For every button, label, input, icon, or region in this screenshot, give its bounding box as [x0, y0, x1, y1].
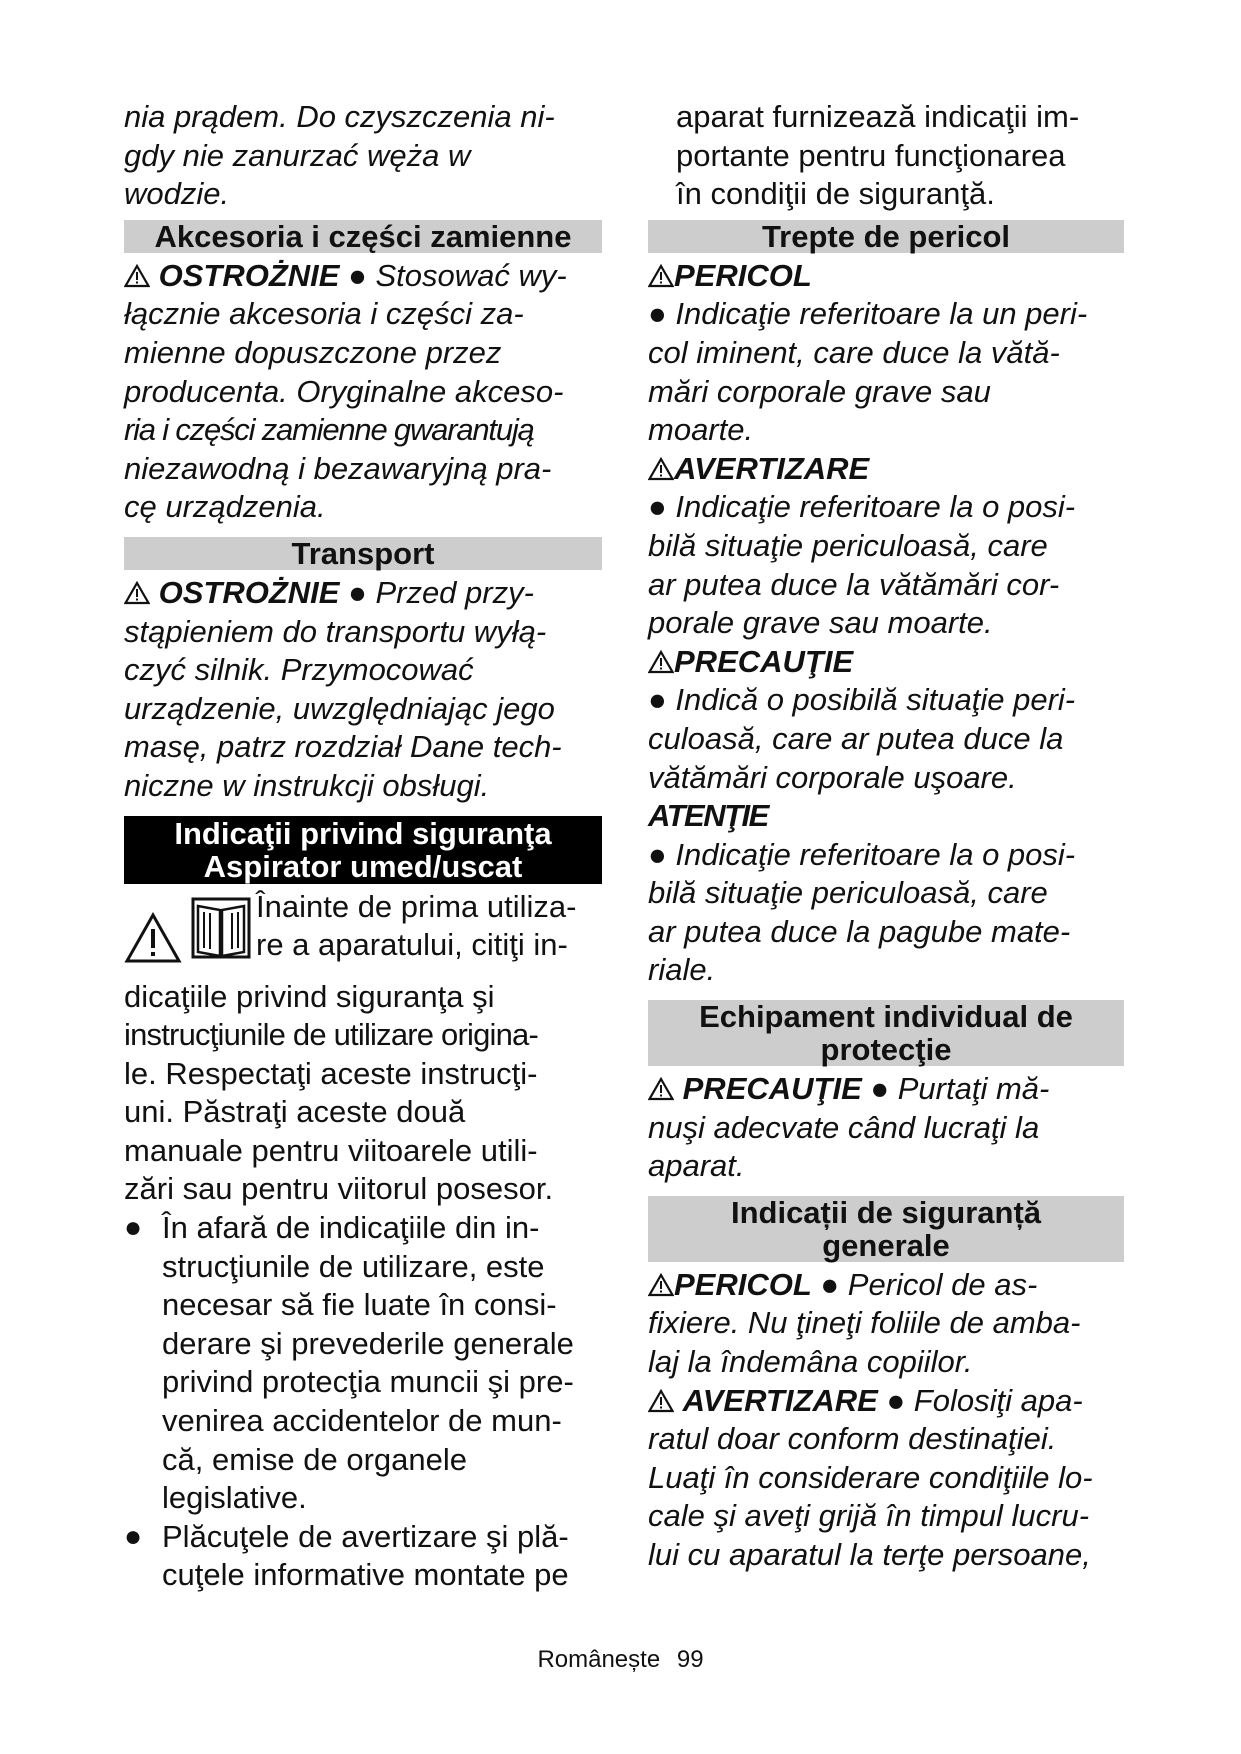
warning-triangle-icon — [648, 264, 674, 288]
ppe-title-line: Echipament individual de — [699, 999, 1073, 1035]
text-line: vătămări corporale uşoare. — [648, 759, 1017, 795]
text-line: laj la îndemâna copiilor. — [648, 1344, 973, 1380]
text-line: Folosiţi apa- — [905, 1382, 1083, 1418]
text-line: niczne w instrukcji obsługi. — [124, 767, 490, 803]
section-header-transport: Transport — [124, 537, 602, 570]
text-line: ar putea duce la vătămări cor- — [648, 566, 1060, 602]
list-item — [648, 295, 1124, 449]
text-line: că, emise de organele — [162, 1441, 468, 1477]
intro-line: în condiţii de siguranţă. — [676, 176, 995, 212]
text-line: porale grave sau moarte. — [648, 605, 993, 641]
text-line: moarte. — [648, 412, 754, 448]
notice-label: ATENŢIE — [648, 798, 768, 834]
bullet-dot: ● — [870, 1071, 890, 1107]
warning-triangle-icon — [648, 1273, 674, 1297]
text-line: instrucţiunile de utilizare origina- — [124, 1017, 539, 1053]
text-line: uni. Păstraţi aceste două — [124, 1094, 466, 1130]
text-line: Indică o posibilă situaţie peri- — [675, 682, 1076, 718]
section-header-ppe — [648, 1000, 1124, 1066]
page-number: 99 — [676, 1646, 704, 1673]
text-line: czyć silnik. Przymocować — [124, 652, 474, 688]
safety-title-line: Aspirator umed/uscat — [203, 848, 523, 884]
warning-triangle-icon — [648, 457, 674, 481]
safety-symbols — [124, 892, 256, 978]
text-line: Luaţi în considerare condiţiile lo- — [648, 1459, 1093, 1495]
safety-intro — [124, 888, 602, 1210]
text-line: fixiere. Nu ţineţi foliile de amba- — [648, 1305, 1081, 1341]
text-line: dicaţiile privind siguranţa şi — [124, 978, 495, 1014]
list-item — [648, 681, 1124, 797]
text-line: mări corporale grave sau — [648, 373, 991, 409]
caution-label: OSTROŻNIE — [158, 574, 340, 610]
caution-label: PRECAUŢIE — [674, 643, 854, 679]
caution-label: OSTROŻNIE — [158, 257, 340, 293]
text-line: cuţele informative montate pe — [162, 1557, 569, 1593]
list-item — [124, 1209, 602, 1518]
section-header-hazard-levels: Trepte de pericol — [648, 220, 1124, 253]
text-line: Înainte de prima utiliza- — [256, 888, 577, 924]
danger-label: PERICOL — [674, 257, 812, 293]
bullet-dot: ● — [348, 574, 367, 610]
text-line: culoasă, care ar putea duce la — [648, 720, 1064, 756]
text-line: stąpieniem do transportu wyłą- — [124, 613, 547, 649]
text-line: privind protecţia muncii şi pre- — [162, 1364, 574, 1400]
text-line: aparat. — [648, 1148, 745, 1184]
text-line: bilă situaţie periculoasă, care — [648, 875, 1048, 911]
text-line: derare şi prevederile generale — [162, 1325, 574, 1361]
warning-triangle-icon — [124, 912, 182, 964]
text-line: ria i części zamienne gwarantują — [124, 412, 534, 448]
section-header-safety — [124, 816, 602, 884]
section-header-general-safety — [648, 1196, 1124, 1262]
footer-language: Românește — [537, 1646, 661, 1673]
intro-line: nia prądem. Do czyszczenia ni- — [124, 99, 555, 134]
bullet-dot: ● — [886, 1382, 906, 1418]
list-item — [648, 836, 1124, 990]
warning-triangle-icon — [124, 264, 150, 288]
intro-line: gdy nie zanurzać węża w — [124, 137, 471, 173]
text-line: strucţiunile de utilizare, este — [162, 1248, 545, 1284]
intro-line: wodzie. — [124, 176, 230, 212]
general-title-line: Indicații de siguranță — [730, 1194, 1042, 1230]
text-line: nuşi adecvate când lucraţi la — [648, 1109, 1040, 1145]
text-line: legislative. — [162, 1480, 307, 1516]
warning-triangle-icon — [124, 581, 150, 605]
caution-label: PRECAUŢIE — [682, 1071, 862, 1107]
intro-line: portante pentru funcţionarea — [676, 137, 1066, 173]
text-line: necesar să fie luate în consi- — [162, 1287, 557, 1323]
warning-triangle-icon — [648, 1389, 674, 1413]
text-line: Purtaţi mă- — [889, 1071, 1050, 1107]
page-footer — [0, 1646, 1241, 1674]
warning-triangle-icon — [648, 650, 674, 674]
text-line: Pericol de as- — [839, 1266, 1038, 1302]
bullet-dot: ● — [348, 257, 367, 293]
text-line: ar putea duce la pagube mate- — [648, 913, 1071, 949]
text-line: ratul doar conform destinaţiei. — [648, 1421, 1057, 1457]
bullet-dot: ● — [648, 682, 667, 718]
warning-label: AVERTIZARE — [674, 450, 870, 486]
list-item — [648, 488, 1124, 642]
text-line: masę, patrz rozdział Dane tech- — [124, 729, 562, 765]
text-line: riale. — [648, 952, 716, 988]
text-line: producenta. Oryginalne akceso- — [124, 373, 564, 409]
text-line: zări sau pentru viitorul posesor. — [124, 1171, 554, 1207]
text-line: mienne dopuszczone przez — [124, 334, 502, 370]
text-line: le. Respectaţi aceste instrucţi- — [124, 1055, 538, 1091]
book-icon — [190, 896, 252, 962]
intro-line: aparat furnizează indicaţii im- — [676, 99, 1080, 134]
text-line: Indicaţie referitoare la o posi- — [675, 489, 1076, 525]
text-line: Indicaţie referitoare la un peri- — [675, 296, 1088, 332]
left-column — [124, 98, 602, 1595]
bullet-dot: ● — [820, 1266, 840, 1302]
bullet-dot: ● — [124, 1211, 143, 1245]
text-line: În afară de indicaţiile din in- — [162, 1210, 540, 1246]
text-line: Stosować wy- — [366, 257, 567, 293]
danger-label: PERICOL — [674, 1266, 812, 1302]
text-line: re a aparatului, citiţi in- — [256, 927, 568, 963]
safety-title-line: Indicaţii privind siguranţa — [174, 815, 552, 851]
bullet-dot: ● — [648, 489, 667, 525]
warning-triangle-icon — [648, 1077, 674, 1101]
text-line: col iminent, care duce la vătă- — [648, 334, 1060, 370]
text-line: cę urządzenia. — [124, 489, 326, 525]
bullet-dot: ● — [124, 1519, 143, 1553]
text-line: niezawodną i bezawaryjną pra- — [124, 450, 552, 486]
list-item — [124, 1518, 602, 1595]
text-line: manuale pentru viitoarele utili- — [124, 1132, 538, 1168]
text-line: Indicaţie referitoare la o posi- — [675, 836, 1076, 872]
bullet-dot: ● — [648, 296, 667, 332]
section-header-accessories: Akcesoria i części zamienne — [124, 220, 602, 253]
warning-label: AVERTIZARE — [682, 1382, 878, 1418]
text-line: venirea accidentelor de mun- — [162, 1403, 562, 1439]
text-line: lui cu aparatul la terţe persoane, — [648, 1537, 1091, 1572]
general-title-line: generale — [822, 1227, 950, 1263]
ppe-title-line: protecţie — [820, 1032, 952, 1068]
text-line: łącznie akcesoria i części za- — [124, 296, 524, 332]
text-line: cale şi aveţi grijă în timpul lucru- — [648, 1498, 1090, 1534]
text-line: urządzenie, uwzględniając jego — [124, 690, 555, 726]
text-line: bilă situaţie periculoasă, care — [648, 527, 1048, 563]
text-line: Przed przy- — [366, 574, 534, 610]
text-line: Plăcuţele de avertizare şi plă- — [162, 1518, 569, 1554]
right-column — [648, 98, 1124, 1575]
bullet-dot: ● — [648, 836, 667, 872]
